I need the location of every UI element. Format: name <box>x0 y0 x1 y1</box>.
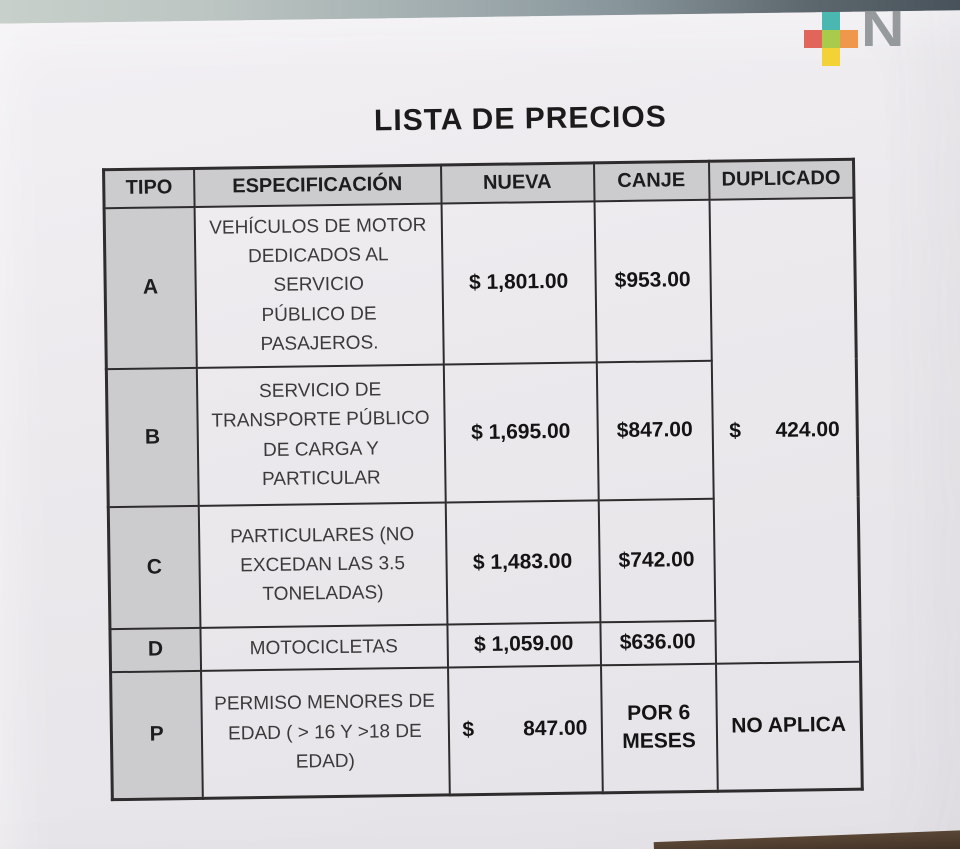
canje-cell: $953.00 <box>594 199 711 362</box>
price-row-p <box>111 662 863 799</box>
nueva-cell: $ 1,695.00 <box>443 362 598 502</box>
currency-sign: $ <box>462 718 475 742</box>
spec-cell: MOTOCICLETAS <box>200 624 448 671</box>
currency-sign: $ <box>729 419 742 443</box>
plus-icon <box>804 12 858 66</box>
paper-sheet <box>0 10 960 849</box>
plus-square-center <box>822 30 840 48</box>
spec-cell: PARTICULARES (NO EXCEDAN LAS 3.5 TONELADAS) <box>198 502 447 627</box>
col-header-duplicado: DUPLICADO <box>708 159 854 199</box>
plus-square-top <box>822 12 840 30</box>
canje-cell: $847.00 <box>596 360 713 500</box>
nueva-cell: $ 1,059.00 <box>447 622 601 668</box>
channel-watermark <box>804 0 914 72</box>
canje-cell: $742.00 <box>598 498 715 622</box>
duplicado-merged-cell <box>709 197 860 664</box>
nueva-cell <box>448 665 603 794</box>
tipo-cell: D <box>110 628 201 673</box>
watermark-letter: N <box>861 0 905 57</box>
canje-cell: $636.00 <box>600 620 716 665</box>
plus-square-left <box>804 30 822 48</box>
nueva-cell: $ 1,801.00 <box>441 201 596 364</box>
col-header-canje: CANJE <box>593 161 709 201</box>
col-header-nueva: NUEVA <box>441 163 595 203</box>
nueva-amount: 847.00 <box>523 716 588 741</box>
price-row-a <box>104 197 856 369</box>
tipo-cell: B <box>106 368 198 507</box>
canje-cell: POR 6 MESES <box>601 664 718 793</box>
duplicado-cell: NO APLICA <box>716 662 863 791</box>
document-title: LISTA DE PRECIOS <box>373 100 667 138</box>
col-header-tipo: TIPO <box>104 168 195 207</box>
spec-cell: SERVICIO DE TRANSPORTE PÚBLICO DE CARGA Y PARTICULAR <box>196 364 445 505</box>
tipo-cell: A <box>104 206 196 368</box>
duplicado-amount: 424.00 <box>775 417 840 442</box>
spec-cell: VEHÍCULOS DE MOTOR DEDICADOS AL SERVICIO PÚBLICO DE PASAJEROS. <box>194 203 443 368</box>
tipo-cell: C <box>108 506 200 629</box>
plus-square-bottom <box>822 48 840 66</box>
plus-square-right <box>840 30 858 48</box>
col-header-especificacion: ESPECIFICACIÓN <box>194 165 442 206</box>
nueva-cell: $ 1,483.00 <box>445 500 600 624</box>
tipo-cell: P <box>111 671 203 799</box>
price-table <box>102 158 864 801</box>
spec-cell: PERMISO MENORES DE EDAD ( > 16 Y >18 DE EDAD) <box>201 668 450 798</box>
